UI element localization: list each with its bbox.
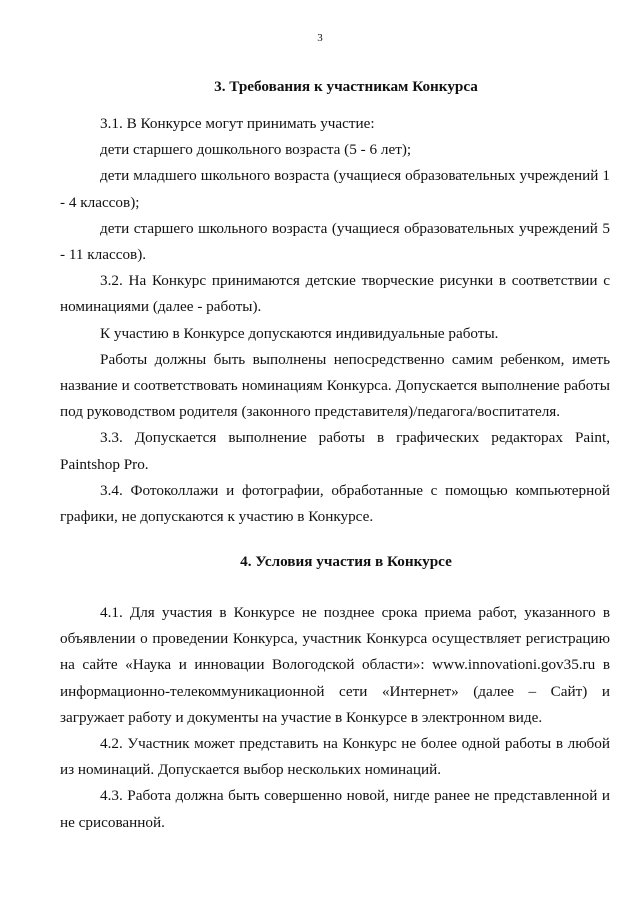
- section-4-body: [60, 600, 610, 836]
- paragraph-4-2: 4.2. Участник может представить на Конкурс не более одной работы в любой из номинаций. Допускается выбор нескольких номинаций.: [60, 735, 610, 779]
- section-3-body: [60, 111, 610, 530]
- section-4-title: 4. Условия участия в Конкурсе: [240, 553, 452, 570]
- paragraph-3-2: 3.2. На Конкурс принимаются детские творческие рисунки в соответствии с номинациями (далее - работы).: [60, 272, 610, 316]
- paragraph-4-1: 4.1. Для участия в Конкурсе не позднее срока приема работ, указанного в объявлении о проведении Конкурса, участник Конкурса осуществляет регистрацию на сайте «Наука и инновации Вологодской области»: www.innovationi.gov35.ru в информационно-телекоммуникационной сети «Интернет» (далее – Сайт) и загружает работу и документы на участие в Конкурсе в электронном виде.: [60, 604, 610, 726]
- paragraph-works-requirements: Работы должны быть выполнены непосредственно самим ребенком, иметь название и соответствовать номинациям Конкурса. Допускается выполнение работы под руководством родителя (законного представителя)/педагога/воспитателя.: [60, 350, 610, 421]
- paragraph-junior-school: дети младшего школьного возраста (учащиеся образовательных учреждений 1 - 4 классов);: [60, 167, 610, 211]
- paragraph-3-1: 3.1. В Конкурсе могут принимать участие:: [100, 115, 375, 132]
- paragraph-individual-works: К участию в Конкурсе допускаются индивидуальные работы.: [100, 324, 499, 342]
- section-3-title: 3. Требования к участникам Конкурса: [214, 78, 478, 95]
- paragraph-3-3: 3.3. Допускается выполнение работы в графических редакторах Paint, Paintshop Pro.: [60, 429, 610, 473]
- page-number: 3: [317, 32, 323, 44]
- paragraph-preschool: дети старшего дошкольного возраста (5 - 6 лет);: [100, 141, 412, 159]
- paragraph-4-3: 4.3. Работа должна быть совершенно новой, нигде ранее не представленной и не срисованной.: [60, 787, 610, 831]
- paragraph-3-4: 3.4. Фотоколлажи и фотографии, обработанные с помощью компьютерной графики, не допускаются к участию в Конкурсе.: [60, 481, 610, 526]
- paragraph-senior-school: дети старшего школьного возраста (учащиеся образовательных учреждений 5 - 11 классов).: [60, 219, 610, 264]
